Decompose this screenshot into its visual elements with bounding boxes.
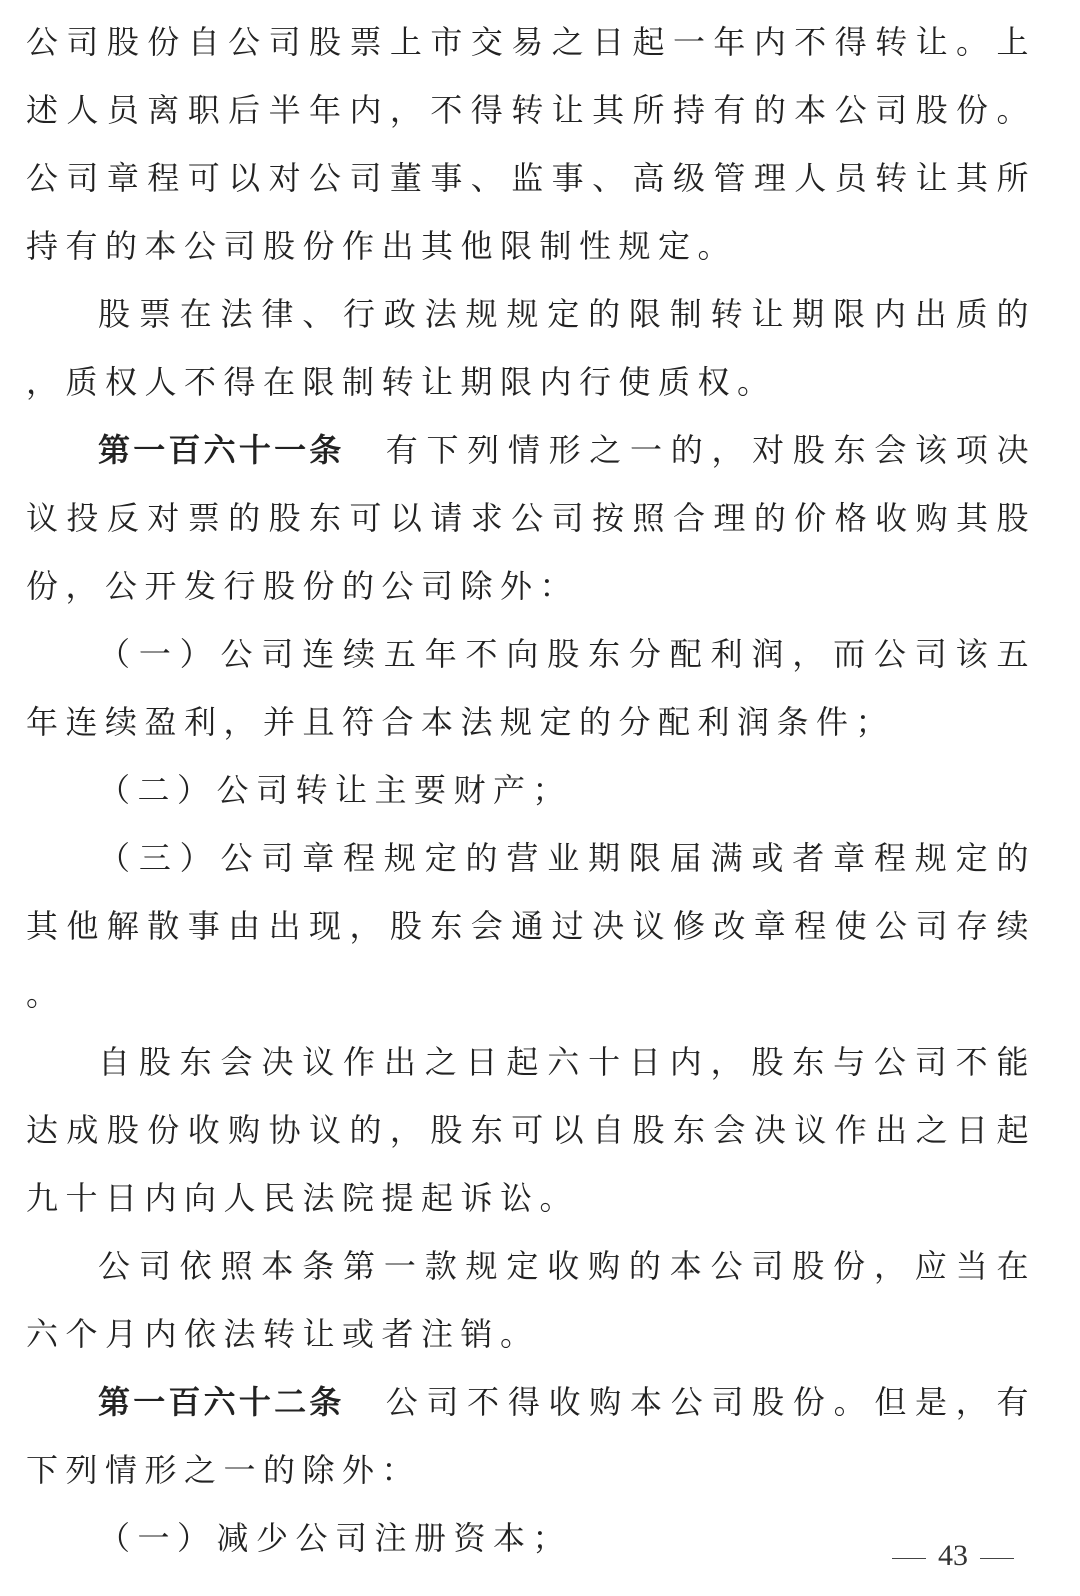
article-161-heading: 第一百六十一条 [98,431,345,469]
article-162 [26,1368,1036,1504]
footer-dash-right [980,1558,1014,1559]
paragraph-share-transfer-restriction: 公司股份自公司股票上市交易之日起一年内不得转让。上述人员离职后半年内，不得转让其所持有的本公司股份。公司章程可以对公司董事、监事、高级管理人员转让其所持有的本公司股份作出其他限制性规定。 [26,23,1036,265]
document-page [26,0,1036,1572]
article-161-item-1: （一）公司连续五年不向股东分配利润，而公司该五年连续盈利，并且符合本法规定的分配利润条件； [26,635,1036,741]
page-footer [880,1536,1040,1576]
article-162-body: 公司不得收购本公司股份。但是，有下列情形之一的除外： [26,1383,1036,1489]
article-161-body: 有下列情形之一的，对股东会该项决议投反对票的股东可以请求公司按照合理的价格收购其股份，公开发行股份的公司除外： [26,431,1036,605]
page-number: 43 [938,1539,968,1572]
article-162-heading: 第一百六十二条 [98,1383,345,1421]
article-161-item-2: （二）公司转让主要财产； [98,771,573,809]
paragraph-pledged-shares: 股票在法律、行政法规规定的限制转让期限内出质的，质权人不得在限制转让期限内行使质权。 [26,295,1036,401]
paragraph-transfer-or-cancel: 公司依照本条第一款规定收购的本公司股份，应当在六个月内依法转让或者注销。 [26,1247,1036,1353]
article-161 [26,416,1036,620]
footer-dash-left [892,1558,926,1559]
article-161-item-3: （三）公司章程规定的营业期限届满或者章程规定的其他解散事由出现，股东会通过决议修改章程使公司存续。 [26,839,1036,1013]
article-162-item-1: （一）减少公司注册资本； [98,1519,573,1557]
paragraph-lawsuit-deadline: 自股东会决议作出之日起六十日内，股东与公司不能达成股份收购协议的，股东可以自股东会决议作出之日起九十日内向人民法院提起诉讼。 [26,1043,1036,1217]
